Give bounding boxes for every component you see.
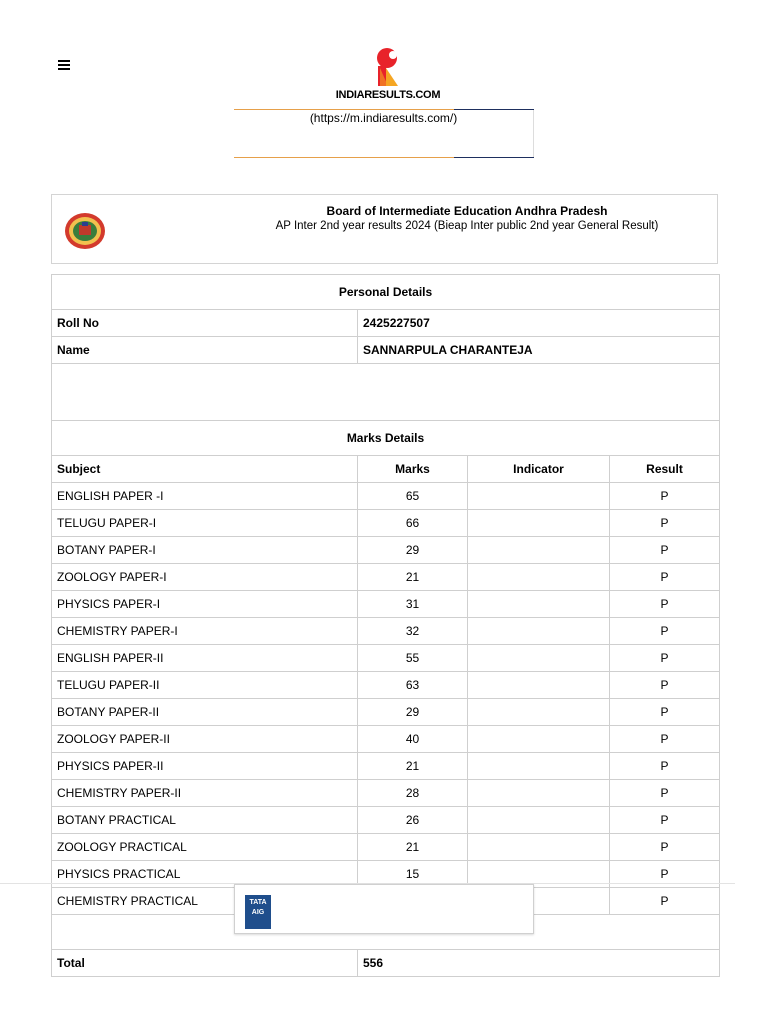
result-cell: P — [610, 537, 720, 564]
table-row — [52, 753, 720, 780]
subject-cell: ZOOLOGY PRACTICAL — [52, 834, 358, 861]
table-row — [52, 645, 720, 672]
subject-cell: BOTANY PAPER-I — [52, 537, 358, 564]
table-row — [52, 483, 720, 510]
marks-cell: 29 — [358, 537, 468, 564]
indiaresults-logo[interactable] — [333, 46, 443, 104]
total-row — [52, 950, 720, 977]
indicator-cell — [468, 726, 610, 753]
board-title: Board of Intermediate Education Andhra Pradesh — [326, 204, 608, 218]
table-row — [52, 780, 720, 807]
column-header-subject: Subject — [52, 456, 358, 483]
subject-cell: PHYSICS PAPER-II — [52, 753, 358, 780]
ad-brand-logo: TATA AIG — [245, 895, 271, 929]
indicator-cell — [468, 807, 610, 834]
indicator-cell — [468, 537, 610, 564]
roll-no-value: 2425227507 — [358, 310, 720, 337]
table-row — [52, 618, 720, 645]
marks-cell: 31 — [358, 591, 468, 618]
table-row — [52, 726, 720, 753]
result-cell: P — [610, 699, 720, 726]
board-emblem-icon — [64, 211, 106, 251]
table-row — [52, 537, 720, 564]
marks-cell: 26 — [358, 807, 468, 834]
result-cell: P — [610, 861, 720, 888]
marks-cell: 32 — [358, 618, 468, 645]
roll-no-label: Roll No — [52, 310, 358, 337]
result-cell: P — [610, 645, 720, 672]
table-row — [52, 564, 720, 591]
subject-cell: TELUGU PAPER-I — [52, 510, 358, 537]
spacer-row — [52, 364, 720, 421]
indicator-cell — [468, 510, 610, 537]
table-row — [52, 834, 720, 861]
indicator-cell — [468, 699, 610, 726]
column-header-marks: Marks — [358, 456, 468, 483]
marks-details-heading: Marks Details — [52, 421, 720, 456]
table-row — [52, 672, 720, 699]
result-cell: P — [610, 591, 720, 618]
indicator-cell — [468, 618, 610, 645]
indicator-cell — [468, 564, 610, 591]
board-subtitle: AP Inter 2nd year results 2024 (Bieap Inter public 2nd year General Result) — [275, 220, 659, 232]
marks-cell: 21 — [358, 564, 468, 591]
marks-column-header-row — [52, 456, 720, 483]
subject-cell: CHEMISTRY PAPER-II — [52, 780, 358, 807]
indicator-cell — [468, 780, 610, 807]
site-url-box — [234, 109, 534, 158]
subject-cell: TELUGU PAPER-II — [52, 672, 358, 699]
marks-cell: 29 — [358, 699, 468, 726]
total-label: Total — [52, 950, 358, 977]
indicator-cell — [468, 483, 610, 510]
subject-cell: BOTANY PRACTICAL — [52, 807, 358, 834]
name-value: SANNARPULA CHARANTEJA — [358, 337, 720, 364]
result-table — [51, 274, 720, 977]
indicator-cell — [468, 753, 610, 780]
result-cell: P — [610, 807, 720, 834]
marks-cell: 21 — [358, 753, 468, 780]
subject-cell: ZOOLOGY PAPER-I — [52, 564, 358, 591]
result-cell: P — [610, 834, 720, 861]
name-row — [52, 337, 720, 364]
result-cell: P — [610, 618, 720, 645]
subject-cell: ENGLISH PAPER -I — [52, 483, 358, 510]
result-cell: P — [610, 510, 720, 537]
indiaresults-logo-icon — [368, 46, 408, 88]
subject-cell: CHEMISTRY PRACTICAL — [52, 888, 358, 915]
marks-cell: 21 — [358, 834, 468, 861]
name-label: Name — [52, 337, 358, 364]
marks-cell: 63 — [358, 672, 468, 699]
column-header-indicator: Indicator — [468, 456, 610, 483]
site-url-link[interactable]: (https://m.indiaresults.com/) — [309, 111, 458, 125]
column-header-result: Result — [610, 456, 720, 483]
indicator-cell — [468, 672, 610, 699]
table-row — [52, 699, 720, 726]
personal-details-header-row — [52, 275, 720, 310]
table-row — [52, 510, 720, 537]
marks-cell: 28 — [358, 780, 468, 807]
subject-cell: ZOOLOGY PAPER-II — [52, 726, 358, 753]
total-value: 556 — [358, 950, 720, 977]
indicator-cell — [468, 591, 610, 618]
table-row — [52, 591, 720, 618]
result-cell: P — [610, 564, 720, 591]
marks-cell: 40 — [358, 726, 468, 753]
result-cell: P — [610, 888, 720, 915]
result-cell: P — [610, 753, 720, 780]
marks-cell: 65 — [358, 483, 468, 510]
subject-cell: CHEMISTRY PAPER-I — [52, 618, 358, 645]
result-cell: P — [610, 780, 720, 807]
subject-cell: BOTANY PAPER-II — [52, 699, 358, 726]
subject-cell: ENGLISH PAPER-II — [52, 645, 358, 672]
result-cell: P — [610, 672, 720, 699]
menu-icon[interactable] — [58, 58, 70, 70]
marks-cell: 66 — [358, 510, 468, 537]
marks-cell: 15 — [358, 861, 468, 888]
result-cell: P — [610, 483, 720, 510]
roll-no-row — [52, 310, 720, 337]
indicator-cell — [468, 834, 610, 861]
board-header — [51, 194, 718, 264]
ad-banner[interactable] — [234, 884, 534, 934]
personal-details-heading: Personal Details — [52, 275, 720, 310]
table-row — [52, 807, 720, 834]
subject-cell: PHYSICS PAPER-I — [52, 591, 358, 618]
logo-text: INDIARESULTS.COM — [335, 89, 441, 101]
marks-details-header-row — [52, 421, 720, 456]
marks-cell: 55 — [358, 645, 468, 672]
indicator-cell — [468, 645, 610, 672]
result-cell: P — [610, 726, 720, 753]
subject-cell: PHYSICS PRACTICAL — [52, 861, 358, 888]
